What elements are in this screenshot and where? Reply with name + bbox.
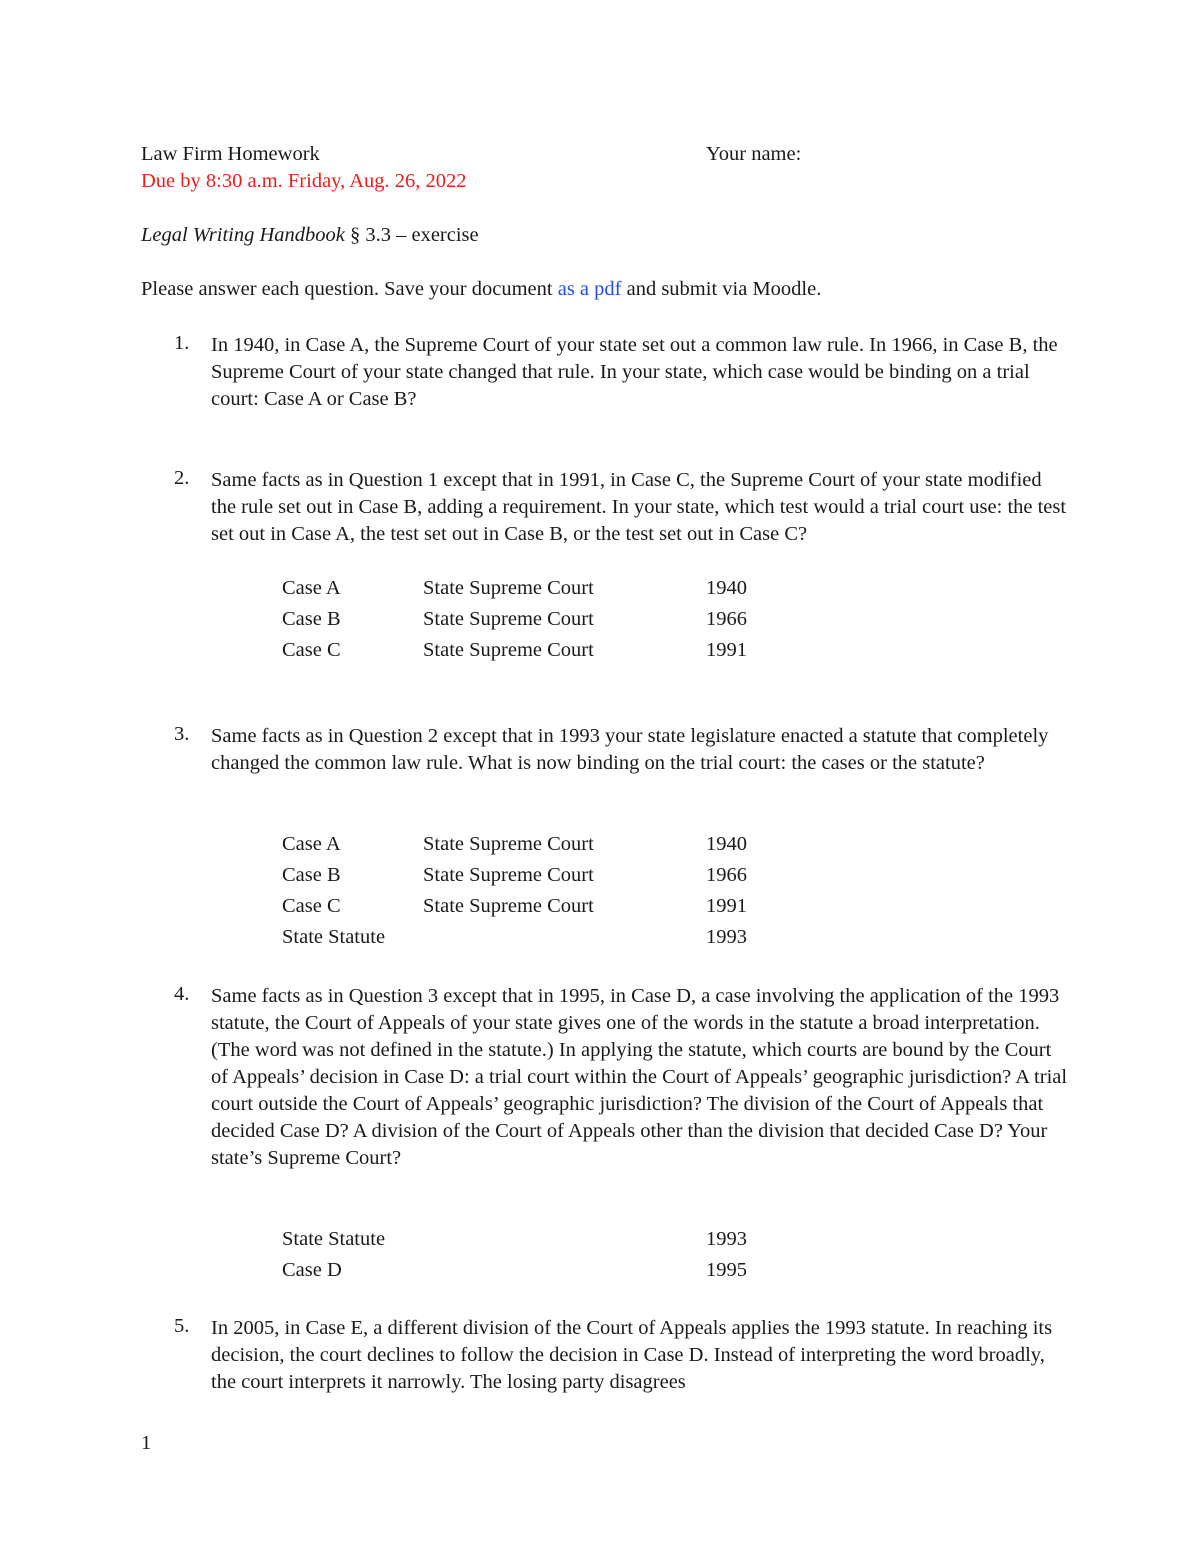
instructions xyxy=(141,278,821,301)
case-table xyxy=(282,1224,802,1286)
case-year: 1993 xyxy=(706,926,747,948)
case-table xyxy=(282,573,802,666)
table-row xyxy=(282,635,802,666)
due-date: Due by 8:30 a.m. Friday, Aug. 26, 2022 xyxy=(141,170,467,192)
document-title: Law Firm Homework xyxy=(141,143,320,165)
question-text: In 1940, in Case A, the Supreme Court of your state set out a common law rule. In 1966, in Case B, the Supreme Court of your state changed that rule. In your state, which case would be binding on a trial court: Case A or Case B? xyxy=(211,334,1058,410)
case-court: State Supreme Court xyxy=(423,577,594,599)
question-number: 4. xyxy=(174,983,190,1005)
section-label: § 3.3 – exercise xyxy=(344,224,479,246)
exercise-heading xyxy=(141,224,479,247)
handbook-title: Legal Writing Handbook xyxy=(141,224,345,246)
case-name: Case D xyxy=(282,1259,342,1281)
case-year: 1966 xyxy=(706,608,747,630)
case-year: 1991 xyxy=(706,639,747,661)
question-text: Same facts as in Question 2 except that in 1993 your state legislature enacted a statute that completely changed the common law rule. What is now binding on the trial court: the cases or the statute? xyxy=(211,725,1049,774)
table-row xyxy=(282,891,802,922)
question-number: 1. xyxy=(174,332,190,354)
table-row xyxy=(282,1255,802,1286)
case-name: Case B xyxy=(282,608,341,630)
case-court: State Supreme Court xyxy=(423,833,594,855)
instructions-text-after: and submit via Moodle. xyxy=(621,278,822,300)
case-court: State Supreme Court xyxy=(423,895,594,917)
table-row xyxy=(282,860,802,891)
case-name: Case B xyxy=(282,864,341,886)
case-name: Case A xyxy=(282,833,341,855)
question-number: 2. xyxy=(174,467,190,489)
table-row xyxy=(282,922,802,953)
instructions-text-before: Please answer each question. Save your document xyxy=(141,278,558,300)
table-row xyxy=(282,573,802,604)
case-year: 1940 xyxy=(706,833,747,855)
case-name: State Statute xyxy=(282,926,386,948)
page-number: 1 xyxy=(141,1432,152,1454)
table-row xyxy=(282,604,802,635)
case-court: State Supreme Court xyxy=(423,864,594,886)
case-table xyxy=(282,829,802,953)
case-year: 1995 xyxy=(706,1259,747,1281)
question-number: 5. xyxy=(174,1315,190,1337)
pdf-link[interactable]: as a pdf xyxy=(557,278,622,300)
case-year: 1966 xyxy=(706,864,747,886)
case-year: 1940 xyxy=(706,577,747,599)
case-name: Case A xyxy=(282,577,341,599)
case-name: Case C xyxy=(282,639,341,661)
name-label: Your name: xyxy=(706,143,802,165)
table-row xyxy=(282,1224,802,1255)
case-court: State Supreme Court xyxy=(423,639,594,661)
case-name: State Statute xyxy=(282,1228,386,1250)
case-name: Case C xyxy=(282,895,341,917)
question-number: 3. xyxy=(174,723,190,745)
question-text: In 2005, in Case E, a different division of the Court of Appeals applies the 1993 statute. In reaching its decision, the court declines to follow the decision in Case D. Instead of interpreting the word broadly, the court interprets it narrowly. The losing party disagrees xyxy=(211,1317,1053,1393)
question-text: Same facts as in Question 3 except that in 1995, in Case D, a case involving the application of the 1993 statute, the Court of Appeals of your state gives one of the words in the statute a broad interpretation. (The word was not defined in the statute.) In applying the statute, which courts are bound by the Court of Appeals’ decision in Case D: a trial court within the Court of Appeals’ geographic jurisdiction? A trial court outside the Court of Appeals’ geographic jurisdiction? The division of the Court of Appeals that decided Case D? A division of the Court of Appeals other than the division that decided Case D? Your state’s Supreme Court? xyxy=(211,985,1068,1169)
question-text: Same facts as in Question 1 except that in 1991, in Case C, the Supreme Court of your state modified the rule set out in Case B, adding a requirement. In your state, which test would a trial court use: the test set out in Case A, the test set out in Case B, or the test set out in Case C? xyxy=(211,469,1067,545)
case-court: State Supreme Court xyxy=(423,608,594,630)
table-row xyxy=(282,829,802,860)
case-year: 1993 xyxy=(706,1228,747,1250)
case-year: 1991 xyxy=(706,895,747,917)
